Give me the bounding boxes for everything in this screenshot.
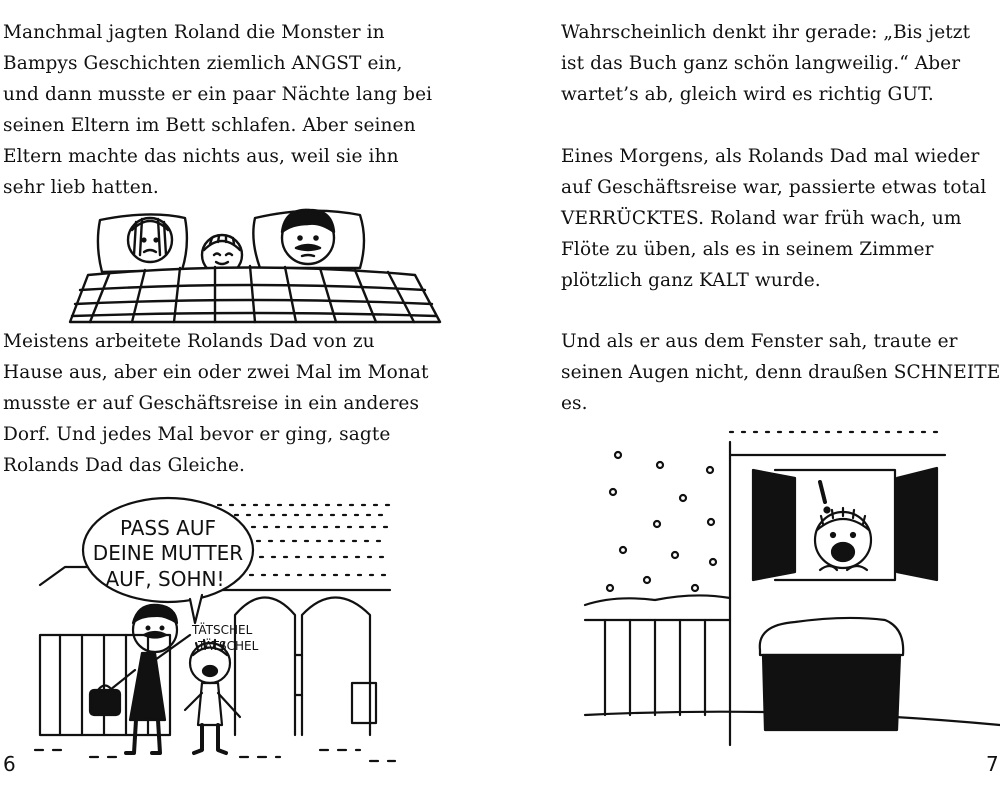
- dad-leaving-illustration: [30, 495, 400, 765]
- sound-effect-text: TÄTSCHEL: [198, 639, 259, 653]
- text-line: Wahrscheinlich denkt ihr gerade: „Bis jetzt: [561, 22, 971, 43]
- text-line: seinen Augen nicht, denn draußen SCHNEITE: [561, 362, 1000, 383]
- text-line: Manchmal jagten Roland die Monster in: [3, 22, 385, 43]
- text-line: sehr lieb hatten.: [3, 177, 159, 198]
- right-page: [500, 0, 1000, 800]
- text-line: Hause aus, aber ein oder zwei Mal im Monat: [3, 362, 429, 383]
- text-line: Rolands Dad das Gleiche.: [3, 455, 246, 476]
- speech-bubble-line: AUF, SOHN!: [105, 567, 225, 591]
- page-number: 7: [986, 752, 999, 776]
- left-paragraph-2: [3, 326, 429, 481]
- text-line: VERRÜCKTES. Roland war früh wach, um: [561, 208, 962, 229]
- text-line: es.: [561, 393, 588, 414]
- speech-bubble-line: DEINE MUTTER: [92, 541, 244, 565]
- speech-bubble-line: PASS AUF: [119, 516, 217, 540]
- text-line: Flöte zu üben, als es in seinem Zimmer: [561, 239, 934, 260]
- right-paragraph-2: [561, 141, 986, 296]
- text-line: und dann musste er ein paar Nächte lang bei: [3, 84, 433, 105]
- text-line: Dorf. Und jedes Mal bevor er ging, sagte: [3, 424, 391, 445]
- text-line: plötzlich ganz KALT wurde.: [561, 270, 821, 291]
- family-in-bed-illustration: [70, 200, 440, 325]
- text-line: musste er auf Geschäftsreise in ein anderes: [3, 393, 420, 414]
- right-paragraph-3: [561, 326, 1000, 419]
- text-line: wartet’s ab, gleich wird es richtig GUT.: [561, 84, 934, 105]
- page-number: 6: [3, 752, 16, 776]
- sound-effect-text: TÄTSCHEL: [192, 623, 253, 637]
- text-line: Eines Morgens, als Rolands Dad mal wieder: [561, 146, 980, 167]
- text-line: Eltern machte das nichts aus, weil sie ihn: [3, 146, 399, 167]
- text-line: auf Geschäftsreise war, passierte etwas total: [561, 177, 987, 198]
- text-line: Und als er aus dem Fenster sah, traute er: [561, 331, 958, 352]
- text-line: ist das Buch ganz schön langweilig.“ Aber: [561, 53, 961, 74]
- right-paragraph-1: [561, 17, 970, 110]
- left-paragraph-1: [3, 17, 432, 203]
- text-line: Meistens arbeitete Rolands Dad von zu: [3, 331, 375, 352]
- snow-window-illustration: [585, 430, 1000, 745]
- text-line: Bampys Geschichten ziemlich ANGST ein,: [3, 53, 403, 74]
- text-line: seinen Eltern im Bett schlafen. Aber seinen: [3, 115, 416, 136]
